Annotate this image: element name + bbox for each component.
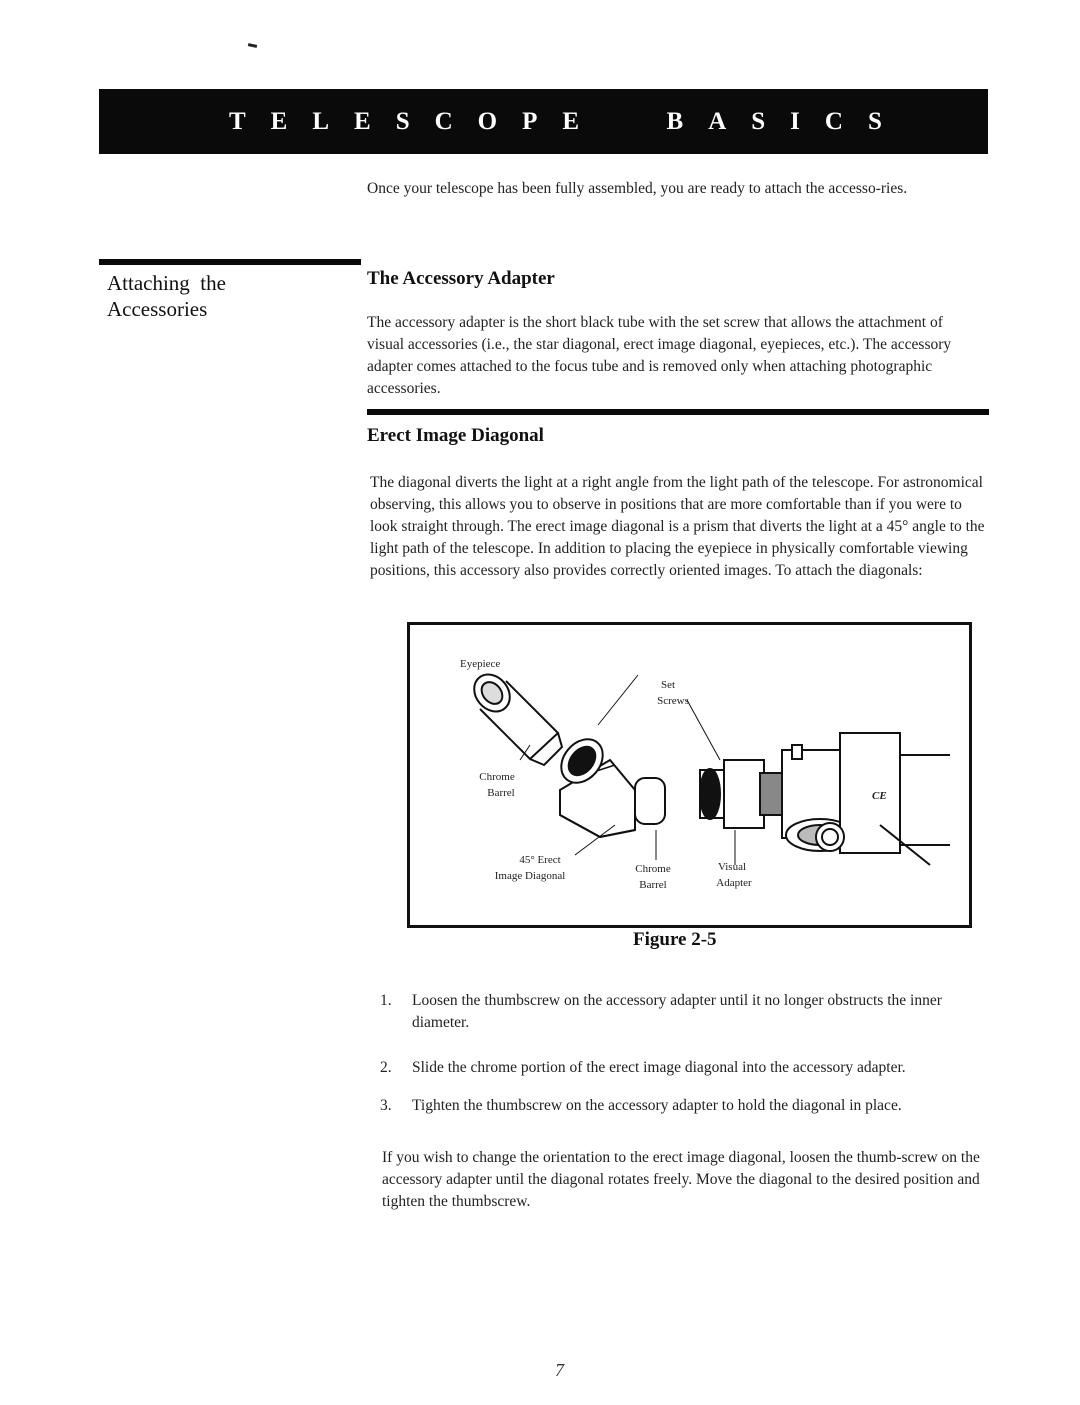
label-screws: Screws [657, 695, 689, 707]
sidebar-rule [99, 259, 361, 265]
sidebar-title [107, 270, 357, 322]
steps-list [380, 990, 995, 1140]
page-number: 7 [555, 1360, 564, 1380]
label-barrel-2: Barrel [639, 879, 667, 891]
closing-paragraph: If you wish to change the orientation to the erect image diagonal, loosen the thumb-screw on the accessory adapter until the diagonal rotates freely. Move the diagonal to the desired position and tighten the thumbscrew. [382, 1149, 980, 1210]
section-rule [367, 409, 989, 415]
label-eyepiece: Eyepiece [460, 658, 501, 670]
label-chrome-1: Chrome [479, 771, 515, 783]
label-chrome-2: Chrome [635, 863, 671, 875]
step-number: 3. [380, 1097, 392, 1114]
accessory-adapter-paragraph: The accessory adapter is the short black tube with the set screw that allows the attachment of visual accessories (i.e., the star diagonal, erect image diagonal, eyepieces, etc.). The accessory adapter comes attached to the focus tube and is removed only when attaching photographic accessories. [367, 314, 952, 397]
visual-adapter-drawing [700, 733, 950, 865]
accessory-adapter-heading: The Accessory Adapter [367, 268, 555, 289]
list-item [380, 1095, 995, 1117]
intro-paragraph: Once your telescope has been fully assembled, you are ready to attach the accesso-ries. [367, 180, 908, 197]
step-number: 2. [380, 1059, 392, 1076]
step-number: 1. [380, 992, 392, 1009]
label-set: Set [660, 679, 676, 691]
figure-caption: Figure 2-5 [633, 929, 717, 950]
eyepiece-drawing [467, 667, 562, 765]
erect-diagonal-drawing [553, 731, 665, 837]
step-text: Loosen the thumbscrew on the accessory adapter until it no longer obstructs the inner diameter. [412, 992, 942, 1031]
step-text: Tighten the thumbscrew on the accessory adapter to hold the diagonal in place. [412, 1097, 902, 1114]
banner-title: TELESCOPE BASICS [229, 107, 907, 135]
erect-image-diagonal-heading: Erect Image Diagonal [367, 425, 544, 446]
label-image-diagonal: Image Diagonal [494, 870, 566, 882]
list-item [380, 1057, 995, 1079]
label-adapter: Adapter [716, 877, 752, 889]
step-text: Slide the chrome portion of the erect image diagonal into the accessory adapter. [412, 1059, 906, 1076]
label-visual: Visual [717, 861, 747, 873]
ce-mark: CE [872, 790, 887, 802]
sidebar-title-line1: Attaching the [107, 271, 226, 295]
figure-2-5 [407, 622, 972, 928]
label-erect: 45° Erect [519, 854, 561, 866]
erect-image-diagonal-paragraph: The diagonal diverts the light at a right angle from the light path of the telescope. For astronomical observing, this allows you to observe in positions that are more comfortable than if you were to look straight through. The erect image diagonal is a prism that diverts the light at a 45° angle to the light path of the telescope. In addition to placing the eyepiece in physically comfortable viewing positions, this accessory also provides correctly oriented images. To attach the diagonals: [370, 474, 985, 579]
list-item [380, 990, 995, 1034]
sidebar-title-line2: Accessories [107, 297, 208, 321]
scan-mark [248, 43, 257, 48]
section-banner [99, 89, 988, 154]
label-barrel-1: Barrel [487, 787, 515, 799]
